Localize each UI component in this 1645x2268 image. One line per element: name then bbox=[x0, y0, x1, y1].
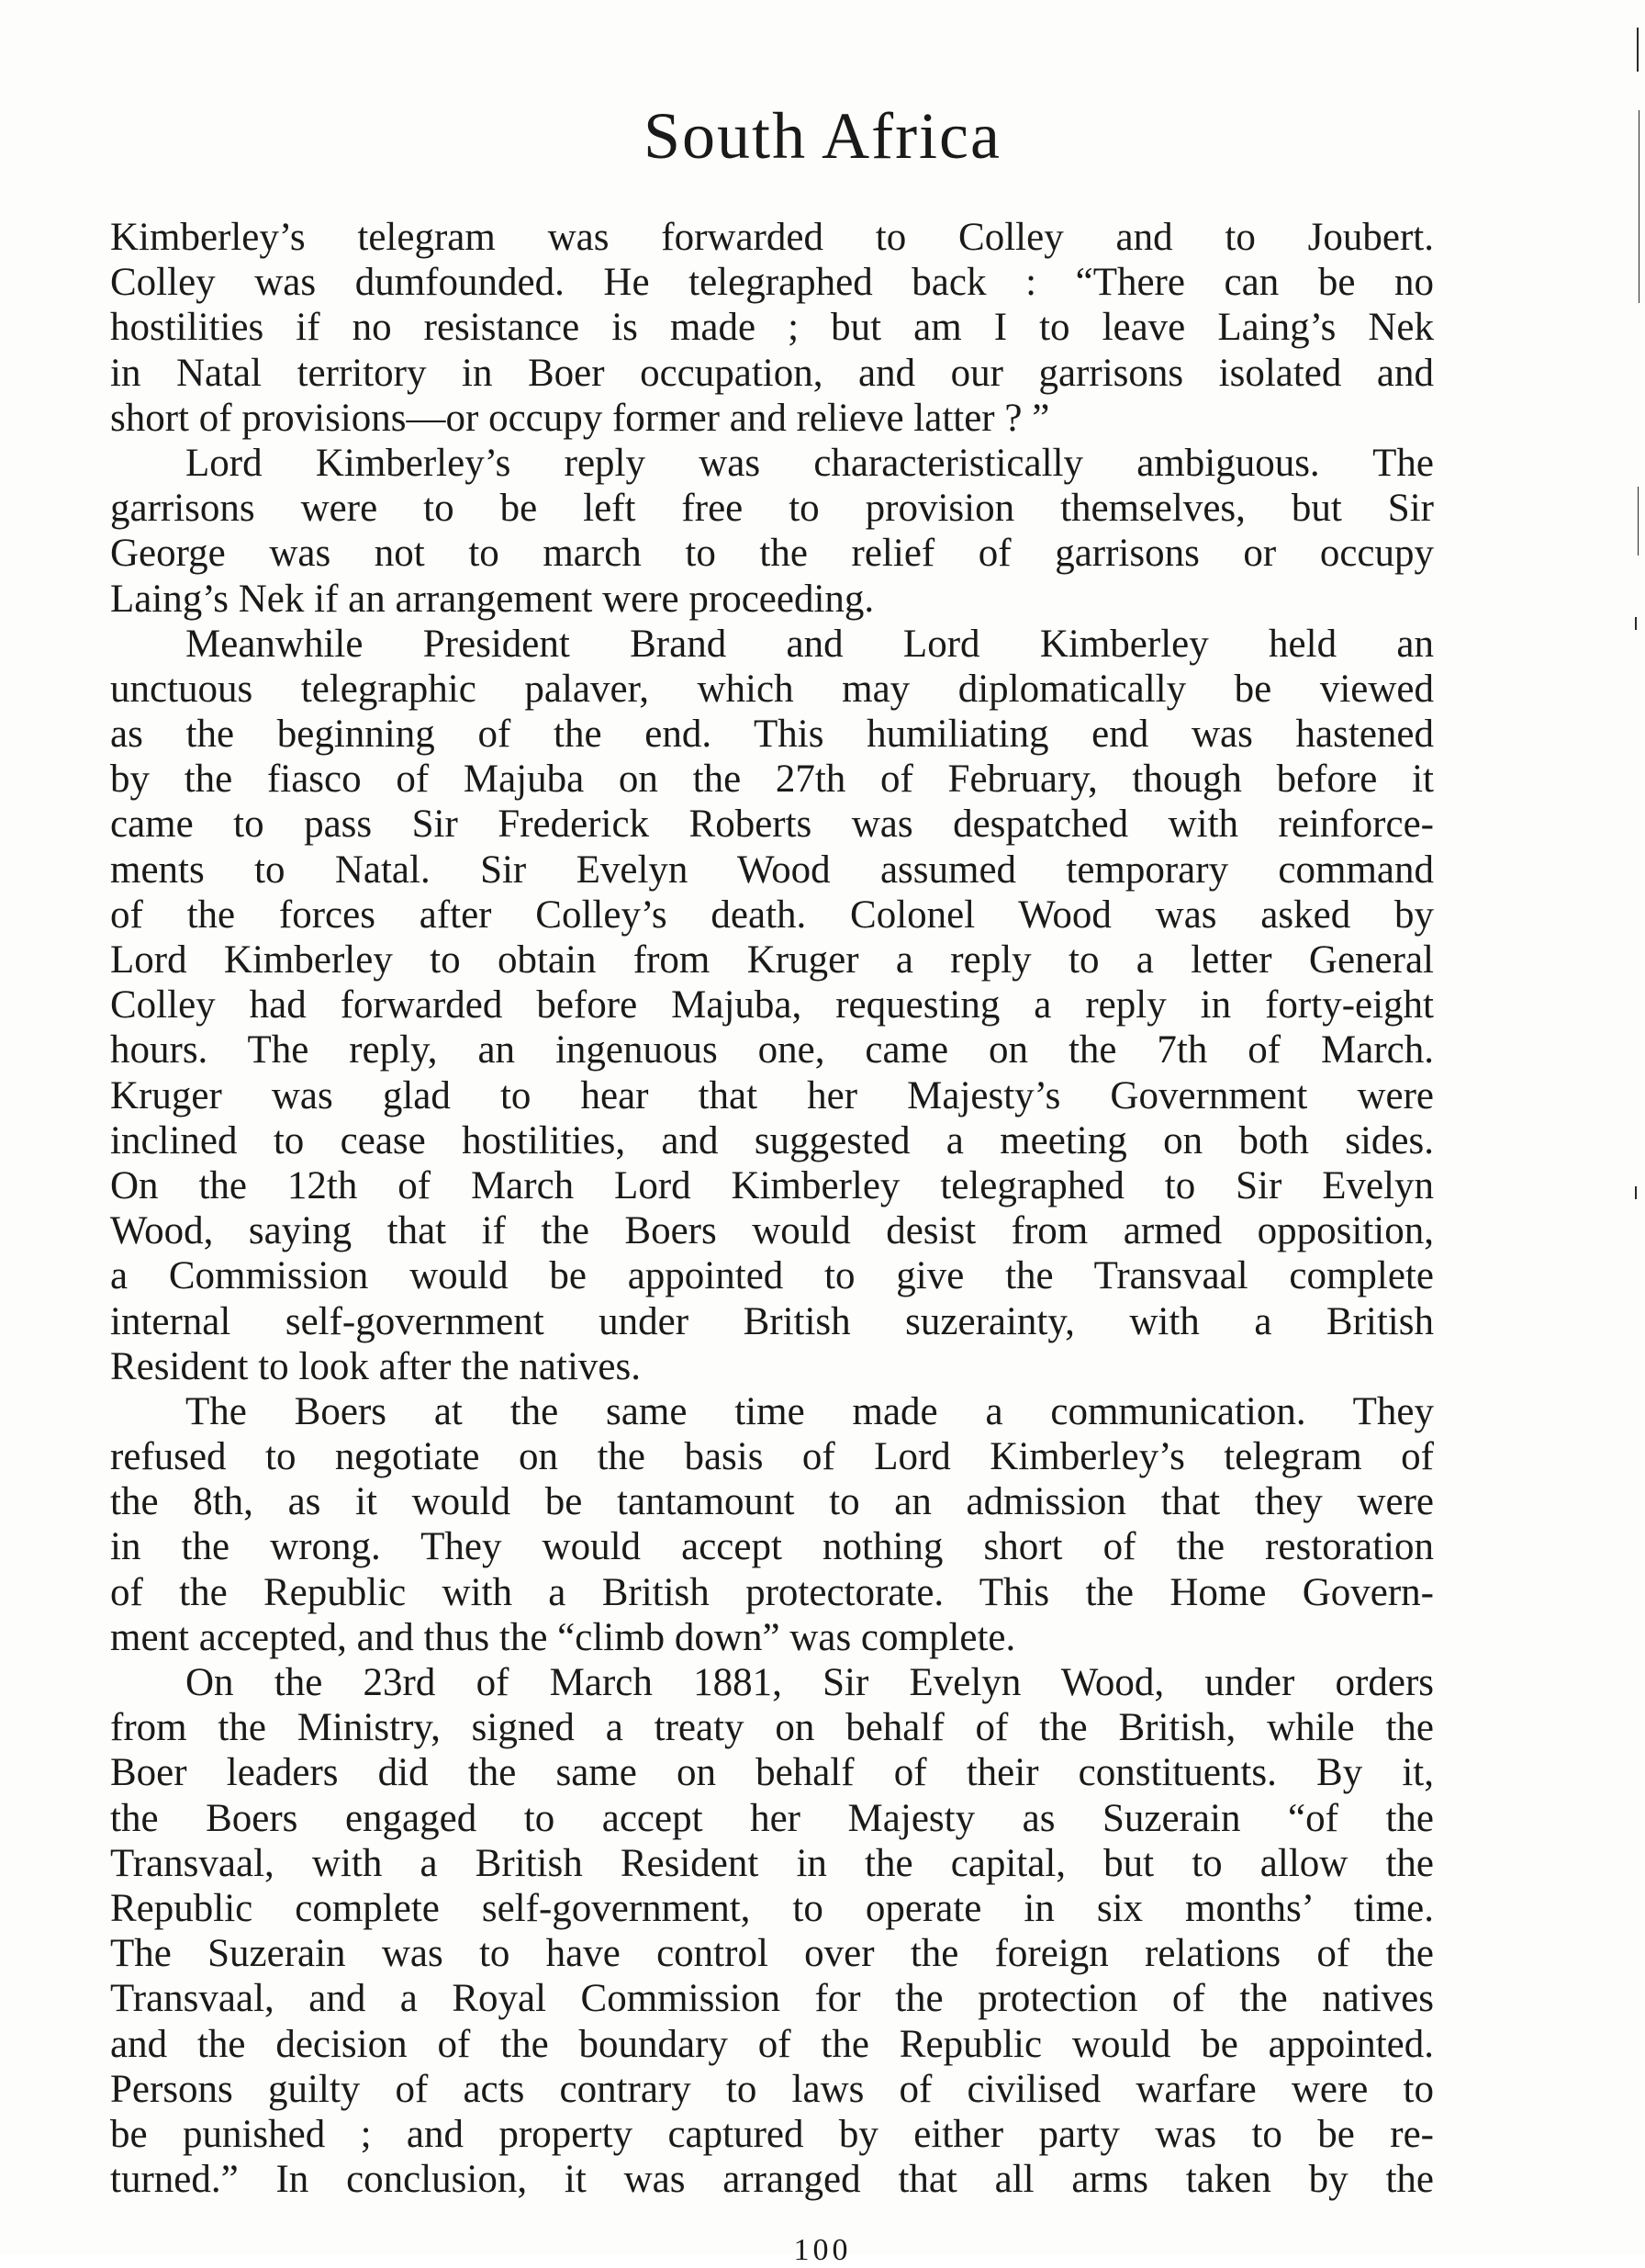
text-line: turned.” In conclusion, it was arranged that all arms taken by the bbox=[110, 2158, 1434, 2202]
text-line: ment accepted, and thus the “climb down” was complete. bbox=[110, 1615, 1016, 1659]
text-line: of the Republic with a British protectorate. This the Home Govern- bbox=[110, 1570, 1434, 1614]
text-line: garrisons were to be left free to provision themselves, but Sir bbox=[110, 487, 1434, 531]
text-line: in the wrong. They would accept nothing short of the restoration bbox=[110, 1525, 1434, 1569]
text-line: Persons guilty of acts contrary to laws of civilised warfare were to bbox=[110, 2067, 1434, 2111]
text-line: in Natal territory in Boer occupation, and our garrisons isolated and bbox=[110, 351, 1434, 395]
text-line: Boer leaders did the same on behalf of their constituents. By it, bbox=[110, 1751, 1434, 1795]
text-line: Transvaal, with a British Resident in the capital, but to allow the bbox=[110, 1841, 1434, 1885]
text-line: Colley had forwarded before Majuba, requesting a reply in forty-eight bbox=[110, 983, 1434, 1027]
text-line: a Commission would be appointed to give the Transvaal complete bbox=[110, 1254, 1434, 1298]
text-line: On the 12th of March Lord Kimberley telegraphed to Sir Evelyn bbox=[110, 1163, 1434, 1207]
text-line: and the decision of the boundary of the Republic would be appointed. bbox=[110, 2022, 1434, 2066]
text-line: internal self-government under British suzerainty, with a British bbox=[110, 1299, 1434, 1343]
text-line: ments to Natal. Sir Evelyn Wood assumed temporary command bbox=[110, 848, 1434, 892]
text-line: hostilities if no resistance is made ; but am I to leave Laing’s Nek bbox=[110, 306, 1434, 350]
text-line: Laing’s Nek if an arrangement were proceeding. bbox=[110, 577, 875, 621]
text-line: Meanwhile President Brand and Lord Kimberley held an bbox=[185, 622, 1434, 666]
text-line: Republic complete self-government, to operate in six months’ time. bbox=[110, 1886, 1434, 1930]
text-line: Kimberley’s telegram was forwarded to Colley and to Joubert. bbox=[110, 216, 1434, 259]
scan-edge-mark bbox=[1637, 28, 1639, 72]
text-line: by the fiasco of Majuba on the 27th of February, though before it bbox=[110, 758, 1434, 802]
page-number: 100 bbox=[793, 2233, 852, 2267]
text-line: from the Ministry, signed a treaty on behalf of the British, while the bbox=[110, 1706, 1434, 1750]
text-line: the 8th, as it would be tantamount to an admission that they were bbox=[110, 1480, 1434, 1524]
text-line: Lord Kimberley to obtain from Kruger a reply to a letter General bbox=[110, 938, 1434, 982]
text-line: Colley was dumfounded. He telegraphed back : “There can be no bbox=[110, 261, 1434, 305]
text-line: Transvaal, and a Royal Commission for the protection of the natives bbox=[110, 1977, 1434, 2021]
text-line: as the beginning of the end. This humiliating end was hastened bbox=[110, 713, 1434, 757]
text-line: The Boers at the same time made a communication. They bbox=[185, 1389, 1434, 1433]
text-line: refused to negotiate on the basis of Lord Kimberley’s telegram of bbox=[110, 1435, 1434, 1479]
text-line: unctuous telegraphic palaver, which may diplomatically be viewed bbox=[110, 667, 1434, 711]
scan-edge-mark bbox=[1635, 1186, 1637, 1199]
text-line: George was not to march to the relief of garrisons or occupy bbox=[110, 532, 1434, 576]
text-line: came to pass Sir Frederick Roberts was despatched with reinforce- bbox=[110, 803, 1434, 847]
body-text bbox=[110, 215, 1434, 2202]
text-line: On the 23rd of March 1881, Sir Evelyn Wood, under orders bbox=[185, 1661, 1434, 1704]
text-line: Resident to look after the natives. bbox=[110, 1344, 641, 1388]
text-line: hours. The reply, an ingenuous one, came on the 7th of March. bbox=[110, 1028, 1434, 1072]
text-line: the Boers engaged to accept her Majesty as Suzerain “of the bbox=[110, 1796, 1434, 1840]
text-line: be punished ; and property captured by either party was to be re- bbox=[110, 2112, 1434, 2156]
text-line: The Suzerain was to have control over the foreign relations of the bbox=[110, 1932, 1434, 1976]
text-line: short of provisions—or occupy former and relieve latter ? ” bbox=[110, 396, 1050, 440]
text-line: of the forces after Colley’s death. Colonel Wood was asked by bbox=[110, 893, 1434, 937]
text-line: Wood, saying that if the Boers would desist from armed opposition, bbox=[110, 1209, 1434, 1253]
running-head: South Africa bbox=[643, 99, 1002, 173]
text-line: Kruger was glad to hear that her Majesty’s Government were bbox=[110, 1073, 1434, 1117]
scan-edge-mark bbox=[1635, 617, 1637, 630]
text-line: inclined to cease hostilities, and suggested a meeting on both sides. bbox=[110, 1118, 1434, 1162]
scan-edge-mark bbox=[1638, 487, 1639, 556]
text-line: Lord Kimberley’s reply was characteristically ambiguous. The bbox=[185, 441, 1434, 485]
